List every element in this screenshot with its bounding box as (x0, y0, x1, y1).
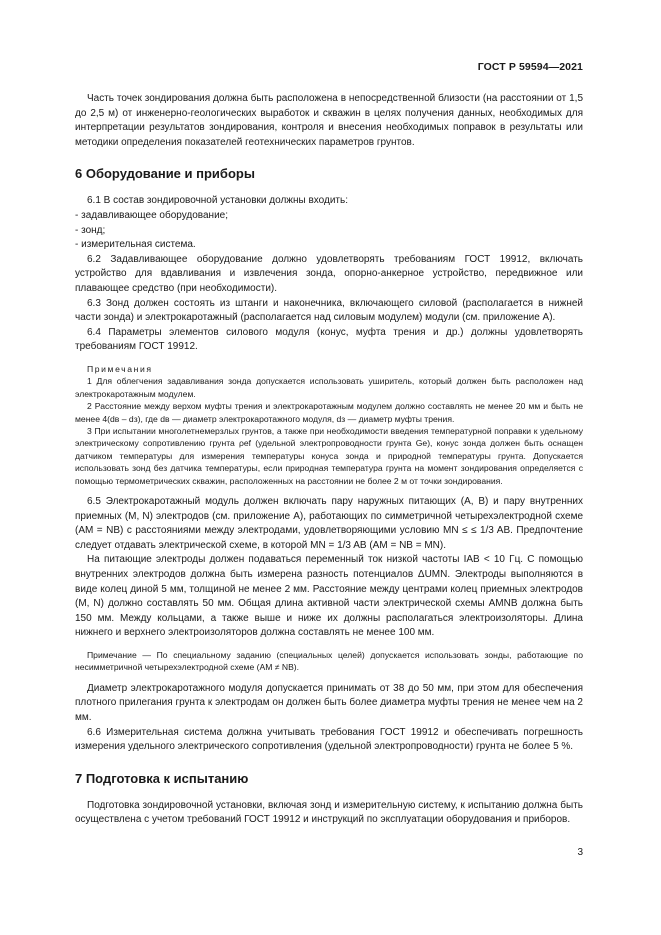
notes-block (75, 363, 583, 487)
page-number: 3 (577, 847, 583, 858)
clause-6-5-current: На питающие электроды должен подаваться переменный ток низкой частоты IAB < 10 Гц. С помощью внутренних электродов должна быть измерена разность потенциалов ΔUMN. Электроды выполняются в виде колец диной 5 мм, толщиной не менее 2 мм. Расстояние между центрами колец приемных электродов (M, N) должно составлять 50 мм. Общая длина активной части электрической схемы AMNB должна быть 150 мм. Между кольцами, а также выше и ниже их должны располагаться электроизоляторы. Длина нижнего и верхнего электроизоляторов должна составлять не менее 100 мм. (75, 554, 583, 639)
note-single: Примечание — По специальному заданию (специальных целей) допускается использовать зонды, работающие по несимметричной четырехэлектродной схеме (AM ≠ NB). (75, 649, 583, 673)
clause-6-5-diameter: Диаметр электрокаротажного модуля допускается принимать от 38 до 50 мм, при этом для обеспечения плотного прилегания грунта к электродам он должен быть более диаметра муфты трения не менее чем на 2 мм. (75, 682, 583, 723)
note-3: 3 При испытании многолетнемерзлых грунтов, а также при необходимости введения температурной поправки к удельному электрическому сопротивлению грунта ρef (удельной электропроводности грунта Ge), конус зонда должен быть оснащен датчиком температуры для измерения температуры конуса зонда и природной температуры грунта. Допускается использовать зонд без датчика температуры, если природная температура грунта на момент зондирования определяется с помощью термометрических скважин, расположенных на расстоянии не более 2 м от точки зондирования. (75, 425, 583, 486)
section-6-title: 6 Оборудование и приборы (75, 166, 255, 182)
clause-6-5: 6.5 Электрокаротажный модуль должен включать пару наружных питающих (A, B) и пару внутренних приемных (M, N) электродов (см. приложение А), работающих по симметричной четырехэлектродной схеме (AM = NB) с расстояниями между электродами, удовлетворяющими условию MN ≤ ≤ 1/3 AB. Предпочтение следует отдавать электрической схеме, в которой MN = 1/3 AB (AM = NB = MN). (75, 495, 583, 551)
clause-6-2: 6.2 Задавливающее оборудование должно удовлетворять требованиям ГОСТ 19912, включать устройство для вдавливания и извлечения зонда, опорно-анкерное устройство, передвижное или плавающее средство (при необходимости). (75, 253, 583, 294)
section-7-title: 7 Подготовка к испытанию (75, 770, 249, 786)
clause-6-6: 6.6 Измерительная система должна учитывать требования ГОСТ 19912 и обеспечивать погрешность измерения удельного электрического сопротивления (удельной электропроводности) грунта не более 5 %. (75, 726, 583, 753)
list-item: - измерительная система. (75, 239, 196, 251)
clause-7: Подготовка зондировочной установки, включая зонд и измерительную систему, к испытанию должна быть осуществлена с учетом требований ГОСТ 19912 и инструкций по эксплуатации оборудования и приборов. (75, 799, 583, 826)
clause-6-1: 6.1 В состав зондировочной установки должны входить: (87, 195, 348, 207)
list-item: - задавливающее оборудование; (75, 209, 229, 221)
page-content (75, 92, 583, 828)
notes-heading: Примечания (87, 363, 153, 374)
list-item: - зонд; (75, 224, 106, 236)
intro-paragraph: Часть точек зондирования должна быть расположена в непосредственной близости (на расстоянии от 1,5 до 2,5 м) от инженерно-геологических выработок и скважин в целях получения данных, необходимых для интерпретации результатов зондирования, контроля и внесения необходимых поправок в результаты или методики определения показателей геотехнических параметров грунтов. (75, 93, 583, 148)
clause-6-4: 6.4 Параметры элементов силового модуля (конус, муфта трения и др.) должны удовлетворять требованиям ГОСТ 19912. (75, 326, 583, 353)
standard-header: ГОСТ Р 59594—2021 (477, 61, 583, 73)
note-1: 1 Для облегчения задавливания зонда допускается использовать уширитель, который должен быть расположен над электрокаротажным модулем. (75, 376, 583, 399)
clause-6-3: 6.3 Зонд должен состоять из штанги и наконечника, включающего силовой (располагается в нижней части зонда) и электрокаротажный (располагается над силовым модулем) модули (см. приложение А). (75, 297, 583, 324)
note-2: 2 Расстояние между верхом муфты трения и электрокаротажным модулем должно составлять не менее 20 мм и быть не менее 4(dв – dз), где dв — диаметр электрокаротажного модуля, dз — диаметр муфты трения. (75, 401, 583, 424)
single-note-block (75, 649, 583, 674)
